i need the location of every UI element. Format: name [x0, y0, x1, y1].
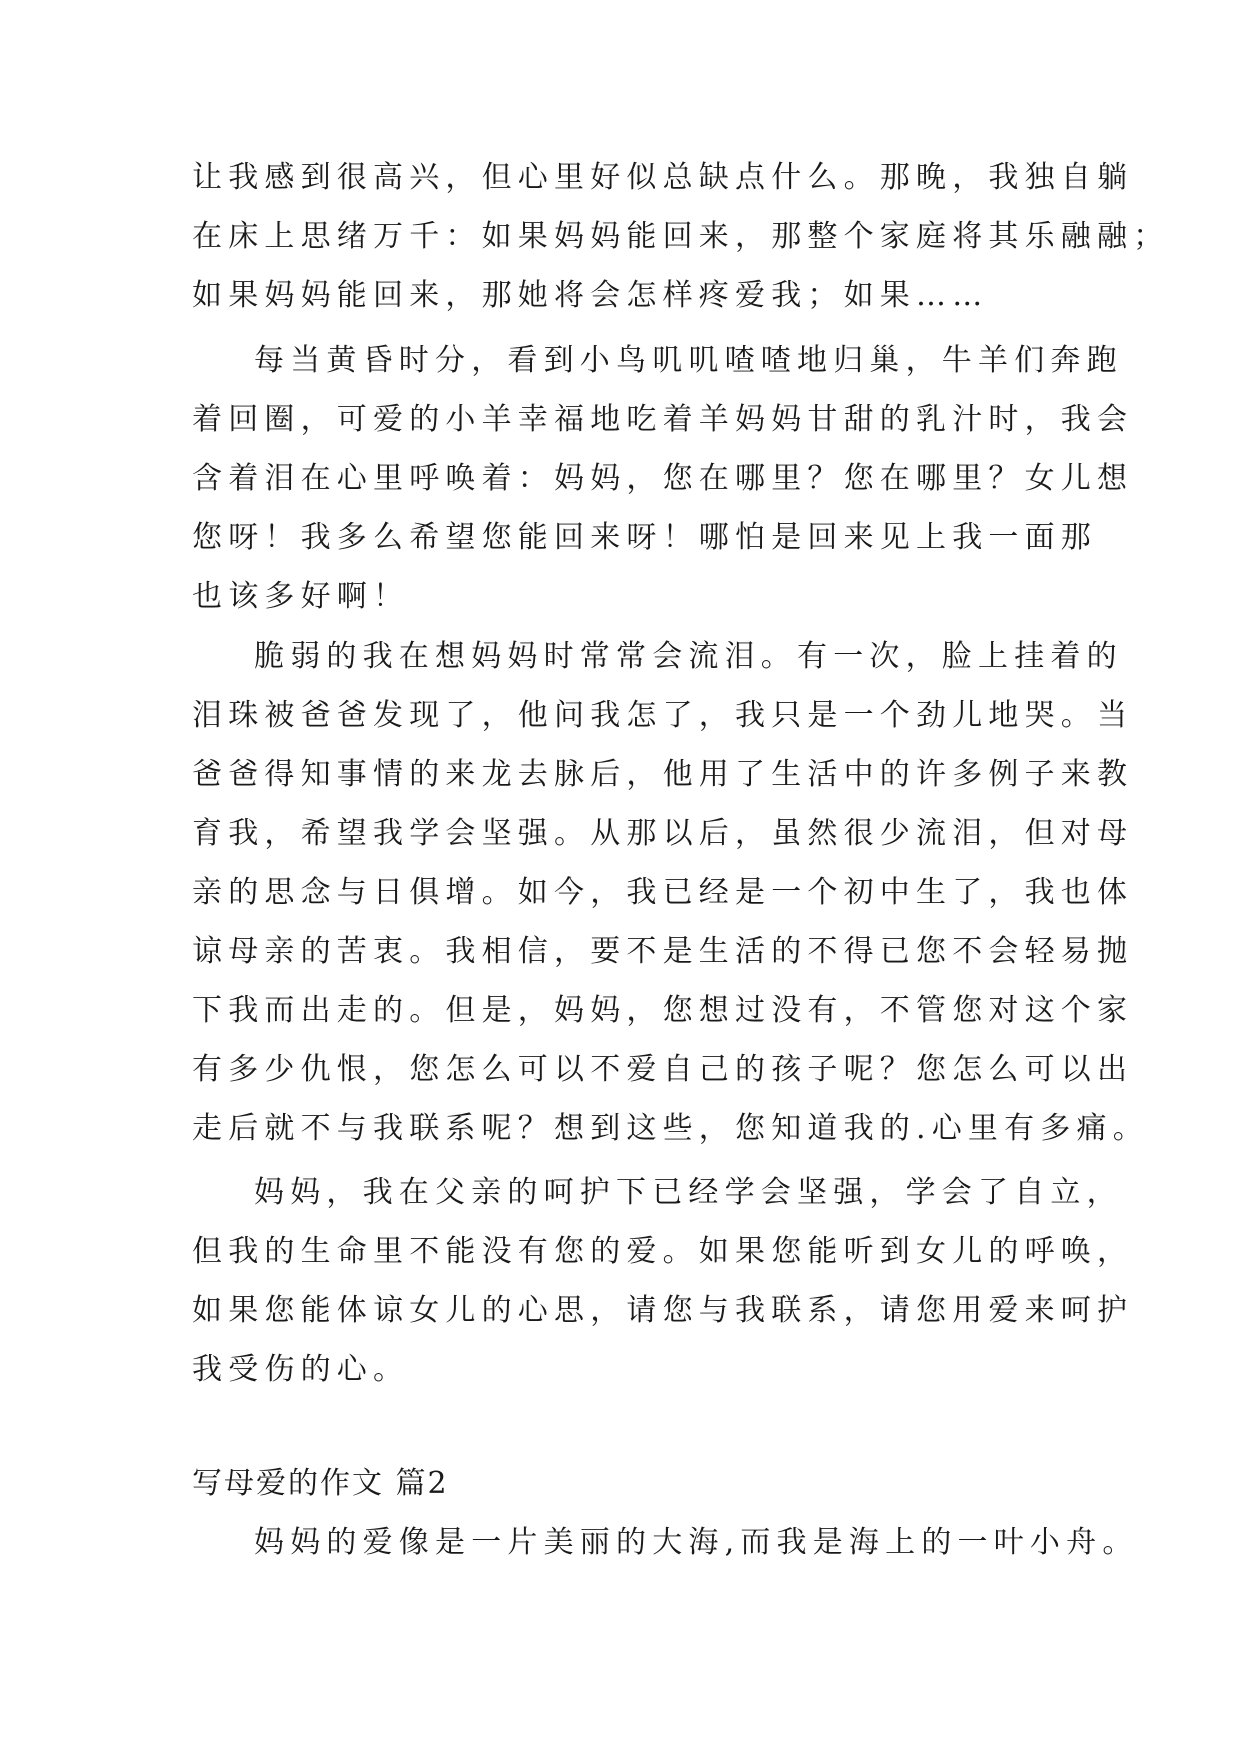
- text-line: 在床上思绪万千：如果妈妈能回来，那整个家庭将其乐融融；: [192, 219, 1170, 254]
- text-line: 含着泪在心里呼唤着：妈妈，您在哪里？您在哪里？女儿想: [192, 461, 1134, 496]
- text-line: 有多少仇恨，您怎么可以不爱自己的孩子呢？您怎么可以出: [192, 1052, 1134, 1087]
- text-line: 让我感到很高兴，但心里好似总缺点什么。那晚，我独自躺: [192, 160, 1134, 195]
- text-line: 如果妈妈能回来，那她将会怎样疼爱我；如果……: [192, 278, 989, 313]
- text-line: 泪珠被爸爸发现了，他问我怎了，我只是一个劲儿地哭。当: [192, 698, 1134, 733]
- text-line: 也该多好啊！: [192, 579, 410, 614]
- text-line: 如果您能体谅女儿的心思，请您与我联系，请您用爱来呵护: [192, 1293, 1134, 1328]
- text-line: 着回圈，可爱的小羊幸福地吃着羊妈妈甘甜的乳汁时，我会: [192, 402, 1134, 437]
- text-line: 爸爸得知事情的来龙去脉后，他用了生活中的许多例子来教: [192, 757, 1134, 792]
- text-line: 妈妈，我在父亲的呵护下已经学会坚强，学会了自立，: [254, 1175, 1123, 1210]
- text-line: 亲的思念与日俱增。如今，我已经是一个初中生了，我也体: [192, 875, 1134, 910]
- section-heading: 写母爱的作文 篇2: [192, 1466, 449, 1501]
- text-line: 您呀！我多么希望您能回来呀！哪怕是回来见上我一面那: [192, 520, 1097, 555]
- text-line: 谅母亲的苦衷。我相信，要不是生活的不得已您不会轻易抛: [192, 934, 1134, 969]
- text-line: 每当黄昏时分，看到小鸟叽叽喳喳地归巢，牛羊们奔跑: [254, 343, 1123, 378]
- text-line: 走后就不与我联系呢？想到这些，您知道我的.心里有多痛。: [192, 1111, 1149, 1146]
- text-line: 妈妈的爱像是一片美丽的大海,而我是海上的一叶小舟。: [254, 1525, 1139, 1560]
- text-line: 脆弱的我在想妈妈时常常会流泪。有一次，脸上挂着的: [254, 639, 1123, 674]
- text-line: 我受伤的心。: [192, 1352, 410, 1387]
- text-line: 育我，希望我学会坚强。从那以后，虽然很少流泪，但对母: [192, 816, 1134, 851]
- text-line: 下我而出走的。但是，妈妈，您想过没有，不管您对这个家: [192, 993, 1134, 1028]
- text-line: 但我的生命里不能没有您的爱。如果您能听到女儿的呼唤，: [192, 1234, 1134, 1269]
